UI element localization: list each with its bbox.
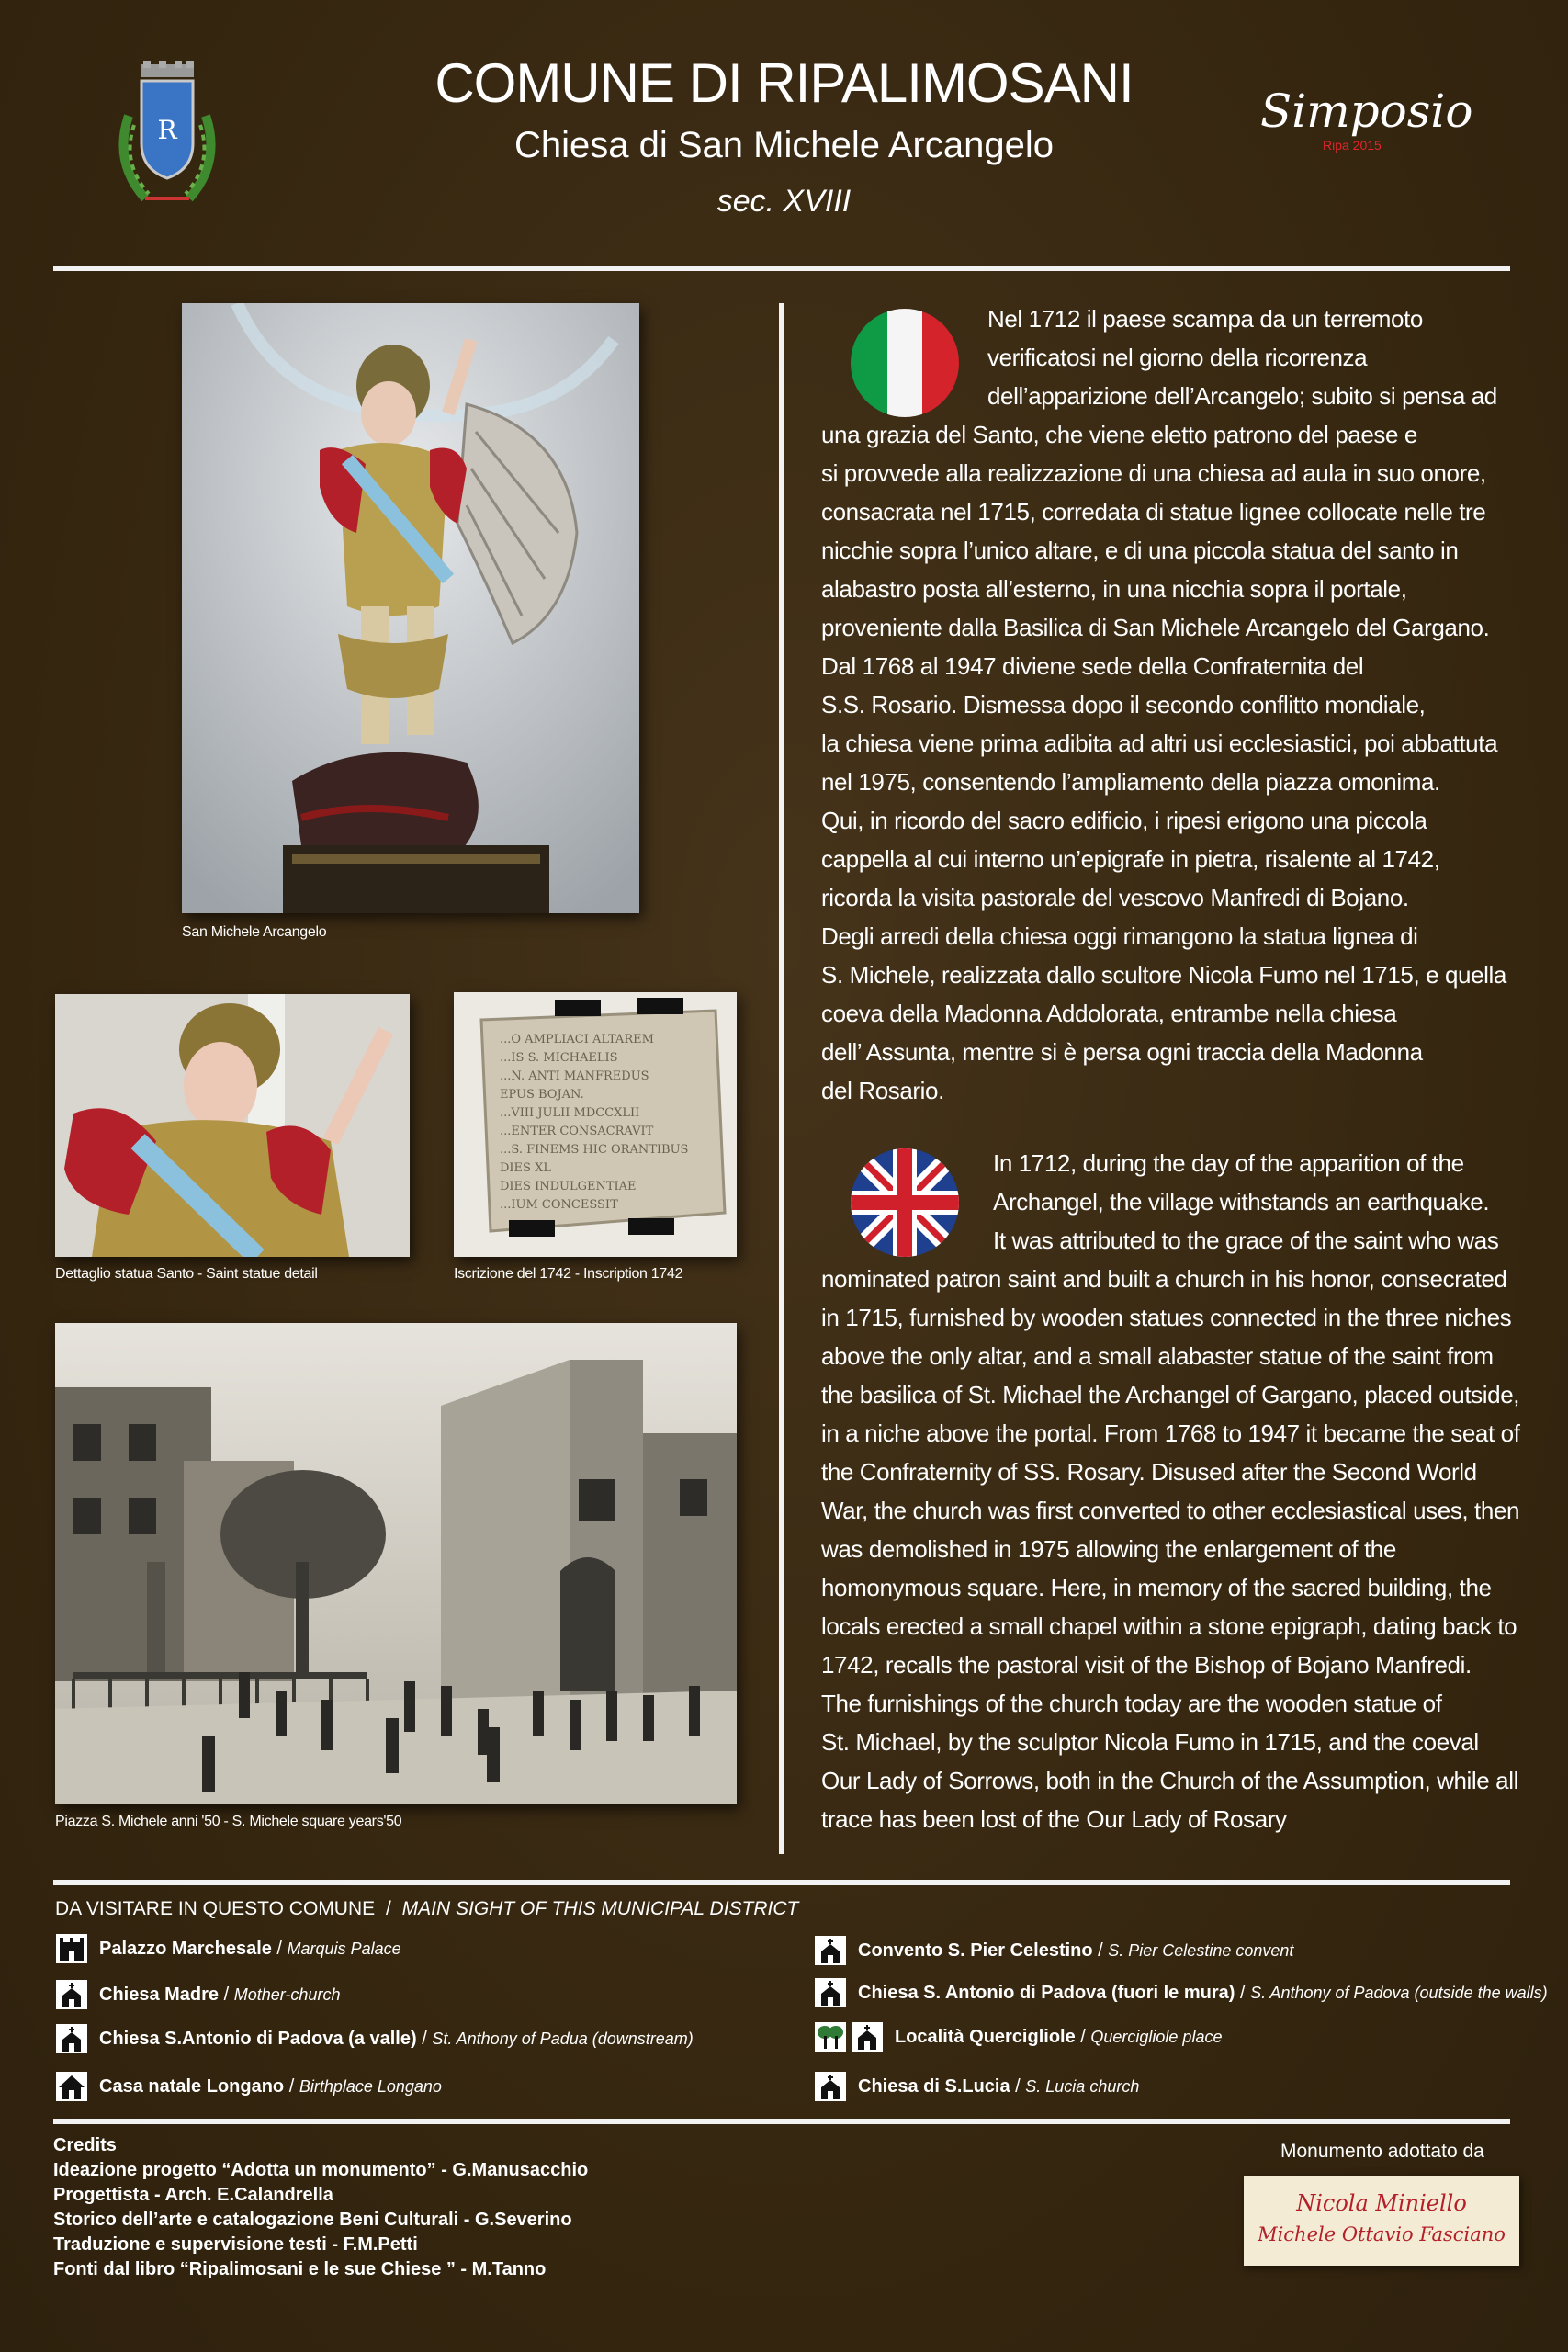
credits-title: Credits (53, 2135, 117, 2155)
sight-name: Chiesa Madre (99, 1984, 220, 2005)
it-line: dell’ Assunta, mentre si è persa ogni traccia della Madonna (821, 1038, 1423, 1066)
it-line: nicchie sopra l’unico altare, e di una piccola statua del santo in (821, 537, 1459, 564)
en-line: It was attributed to the grace of the saint who was (993, 1227, 1499, 1254)
sights-divider-top (53, 1880, 1510, 1885)
en-line: the Confraternity of SS. Rosary. Disused after the Second World (821, 1458, 1477, 1486)
sight-en: S. Pier Celestine convent (1108, 1940, 1294, 1960)
sight-en: St. Anthony of Padua (downstream) (432, 2029, 694, 2048)
page-subtitle: Chiesa di San Michele Arcangelo (513, 125, 1054, 165)
sight-item[interactable]: Palazzo Marchesale / Marquis Palace (55, 1933, 401, 1964)
en-line: locals erected a small chapel within a stone epigraph, dating back to (821, 1612, 1517, 1640)
nature-church-icon (814, 2021, 884, 2052)
logo-sub: Ripa 2015 (1323, 138, 1382, 153)
sight-name: Chiesa S.Antonio di Padova (a valle) (99, 2028, 417, 2049)
inscription-photo (454, 992, 737, 1257)
it-line: Degli arredi della chiesa oggi rimangono la statua lignea di (821, 922, 1418, 950)
house-icon (55, 2071, 88, 2102)
sight-en: S. Lucia church (1025, 2076, 1140, 2096)
en-line: was demolished in 1975 allowing the enlargement of the (821, 1535, 1396, 1563)
inscription-line: DIES INDULGENTIAE (500, 1180, 637, 1193)
sights-title-en: MAIN SIGHT OF THIS MUNICIPAL DISTRICT (401, 1898, 799, 1919)
sight-name: Chiesa S. Antonio di Padova (fuori le mura) (858, 1982, 1235, 2003)
crest-letter: R (157, 115, 177, 145)
it-line: la chiesa viene prima adibita ad altri usi ecclesiastici, poi abbattuta (821, 729, 1498, 757)
adoption-box (1244, 2176, 1519, 2266)
sight-en: S. Anthony of Padova (outside the walls) (1250, 1983, 1548, 2002)
english-text-head (993, 1144, 1544, 1260)
sight-item[interactable]: Chiesa di S.Lucia / S. Lucia church (814, 2071, 1139, 2102)
column-divider (779, 303, 784, 1854)
it-line: verificatosi nel giorno della ricorrenza (987, 344, 1368, 371)
inscription-line: EPUS BOJAN. (500, 1088, 584, 1102)
detail-photo (55, 994, 410, 1257)
it-line: proveniente dalla Basilica di San Michele Arcangelo del Gargano. (821, 614, 1490, 641)
header-divider (53, 266, 1510, 271)
it-line: consacrata nel 1715, corredata di statue lignee collocate nelle tre (821, 498, 1486, 526)
it-line: dell’apparizione dell’Arcangelo; subito si pensa ad (987, 382, 1497, 410)
it-line: una grazia del Santo, che viene eletto patrono del paese e (821, 421, 1417, 448)
english-text-body (821, 1260, 1547, 1838)
logo-word: Simposio (1260, 85, 1473, 138)
italian-text-head (987, 300, 1539, 415)
it-line: S. Michele, realizzata dallo scultore Nicola Fumo nel 1715, e quella (821, 961, 1506, 989)
church-icon (814, 1935, 847, 1966)
credits-line: Traduzione e supervisione testi - F.M.Petti (53, 2234, 418, 2255)
inscription-line: ...O AMPLIACI ALTAREM (500, 1033, 654, 1046)
church-icon (814, 2071, 847, 2102)
inscription-line: ...IUM CONCESSIT (500, 1198, 618, 1212)
sight-item[interactable]: Chiesa Madre / Mother-church (55, 1979, 340, 2010)
it-line: coeva della Madonna Addolorata, entrambe nella chiesa (821, 1000, 1397, 1027)
simposio-logo (1249, 85, 1473, 167)
en-line: above the only altar, and a small alabaster statue of the saint from (821, 1342, 1494, 1370)
inscription-line: ...ENTER CONSACRAVIT (500, 1125, 654, 1138)
sight-item[interactable]: Convento S. Pier Celestino / S. Pier Celestine convent (814, 1935, 1293, 1966)
en-line: War, the church was first converted to other ecclesiastical uses, then (821, 1497, 1520, 1524)
adopter-name-2: Michele Ottavio Fasciano (1258, 2223, 1506, 2245)
sight-item[interactable]: Chiesa S. Antonio di Padova (fuori le mura) / S. Anthony of Padova (outside the walls) (814, 1977, 1548, 2008)
sight-item[interactable]: Località Quercigliole / Quercigliole place (814, 2021, 1222, 2052)
sights-title-main: DA VISITARE IN QUESTO COMUNE (55, 1898, 376, 1919)
sight-en: Marquis Palace (287, 1939, 401, 1958)
inscription-line: ...IS S. MICHAELIS (500, 1051, 618, 1065)
credits-line: Fonti dal libro “Ripalimosani e le sue Chiese ” - M.Tanno (53, 2259, 547, 2279)
century-label: sec. XVIII (716, 184, 852, 219)
en-line: in a niche above the portal. From 1768 to 1947 it became the seat of (821, 1419, 1520, 1447)
it-line: del Rosario. (821, 1077, 944, 1104)
it-line: S.S. Rosario. Dismessa dopo il secondo conflitto mondiale, (821, 691, 1426, 718)
square-caption: Piazza S. Michele anni '50 - S. Michele square years'50 (55, 1814, 402, 1829)
it-line: si provvede alla realizzazione di una chiesa ad aula in suo onore, (821, 459, 1486, 487)
uk-flag-icon (851, 1148, 959, 1257)
sight-en: Quercigliole place (1090, 2027, 1223, 2046)
page-title: COMUNE DI RIPALIMOSANI (434, 52, 1134, 114)
en-line: the basilica of St. Michael the Archangel of Gargano, placed outside, (821, 1381, 1520, 1408)
inscription-line: ...S. FINEMS HIC ORANTIBUS (500, 1143, 689, 1157)
inscription-line: DIES XL (500, 1161, 551, 1175)
it-line: cappella al cui interno un’epigrafe in pietra, risalente al 1742, (821, 845, 1440, 873)
it-line: Nel 1712 il paese scampa da un terremoto (987, 305, 1423, 333)
it-line: ricorda la visita pastorale del vescovo Manfredi di Bojano. (821, 884, 1409, 911)
sight-name: Località Quercigliole (895, 2026, 1076, 2047)
church-icon (55, 2023, 88, 2054)
it-line: alabastro posta all’esterno, in una nicchia sopra il portale, (821, 575, 1407, 603)
credits-line: Progettista - Arch. E.Calandrella (53, 2185, 333, 2205)
en-line: nominated patron saint and built a church in his honor, consecrated (821, 1265, 1507, 1293)
sight-en: Birthplace Longano (299, 2076, 442, 2096)
en-line: 1742, recalls the pastoral visit of the Bishop of Bojano Manfredi. (821, 1651, 1472, 1679)
en-line: homonymous square. Here, in memory of the sacred building, the (821, 1574, 1492, 1601)
en-line: in 1715, furnished by wooden statues connected in the three niches (821, 1304, 1512, 1331)
adopter-name-1: Nicola Miniello (1296, 2190, 1467, 2216)
inscription-line: ...N. ANTI MANFREDUS (500, 1069, 649, 1083)
sight-name: Casa natale Longano (99, 2075, 285, 2097)
sight-name: Palazzo Marchesale (99, 1938, 272, 1959)
palace-icon (55, 1933, 88, 1964)
credits (53, 2133, 588, 2282)
sight-name: Convento S. Pier Celestino (858, 1939, 1093, 1961)
it-line: Dal 1768 al 1947 diviene sede della Confraternita del (821, 652, 1364, 680)
en-line: Archangel, the village withstands an earthquake. (993, 1188, 1490, 1216)
sights-title (55, 1898, 798, 1920)
credits-line: Ideazione progetto “Adotta un monumento” - G.Manusacchio (53, 2160, 589, 2180)
inscription-line: ...VIII JULII MDCCXLII (500, 1106, 640, 1120)
it-line: Qui, in ricordo del sacro edificio, i ripesi erigono una piccola (821, 807, 1427, 834)
square-photo (55, 1323, 737, 1804)
en-line: The furnishings of the church today are the wooden statue of (821, 1690, 1442, 1717)
church-icon (55, 1979, 88, 2010)
detail-caption: Dettaglio statua Santo - Saint statue detail (55, 1266, 318, 1282)
statue-caption: San Michele Arcangelo (182, 924, 327, 940)
italian-flag-icon (851, 309, 959, 417)
en-line: trace has been lost of the Our Lady of Rosary (821, 1805, 1287, 1833)
adoption-label: Monumento adottato da (1280, 2141, 1484, 2162)
church-icon (814, 1977, 847, 2008)
sights-divider-bottom (53, 2119, 1510, 2124)
en-line: In 1712, during the day of the apparition of the (993, 1149, 1464, 1177)
sight-name: Chiesa di S.Lucia (858, 2075, 1010, 2097)
statue-photo (182, 303, 639, 913)
en-line: St. Michael, by the sculptor Nicola Fumo in 1715, and the coeval (821, 1728, 1479, 1756)
sights-title-sep: / (385, 1898, 391, 1919)
sight-item[interactable]: Casa natale Longano / Birthplace Longano (55, 2071, 442, 2102)
sight-en: Mother-church (233, 1984, 341, 2004)
inscription-caption: Iscrizione del 1742 - Inscription 1742 (454, 1266, 683, 1282)
it-line: nel 1975, consentendo l’ampliamento della piazza omonima. (821, 768, 1440, 796)
credits-line: Storico dell’arte e catalogazione Beni Culturali - G.Severino (53, 2210, 572, 2230)
en-line: Our Lady of Sorrows, both in the Church of the Assumption, while all (821, 1767, 1518, 1794)
sight-item[interactable]: Chiesa S.Antonio di Padova (a valle) / St. Anthony of Padua (downstream) (55, 2023, 694, 2054)
italian-text-body (821, 415, 1538, 1110)
